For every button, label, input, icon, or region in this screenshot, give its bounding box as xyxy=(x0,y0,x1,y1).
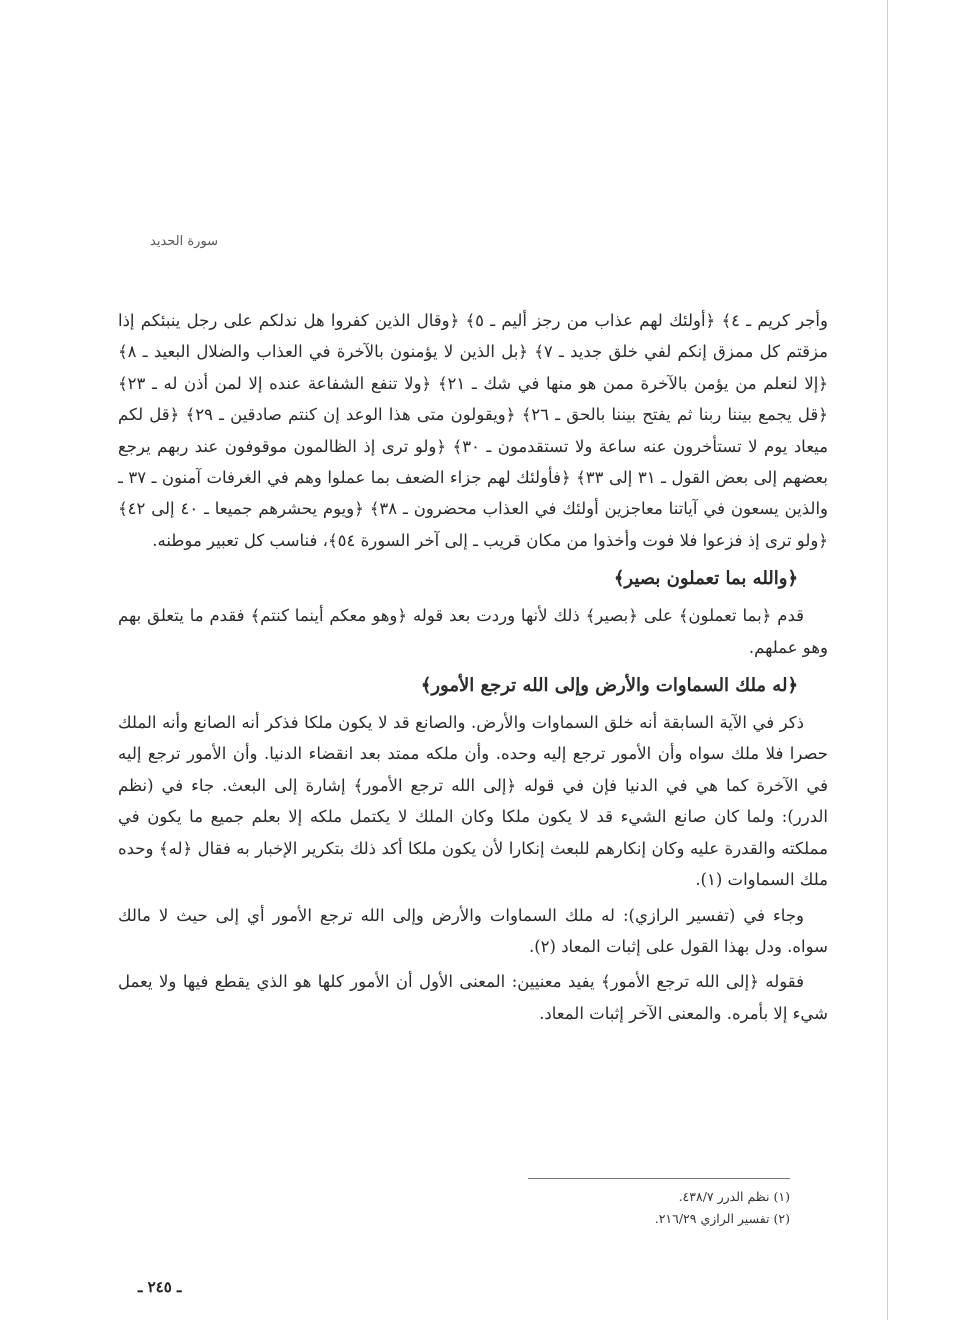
footnote-divider xyxy=(528,1178,790,1179)
paragraph-1: قدم ﴿بما تعملون﴾ على ﴿بصير﴾ ذلك لأنها وردت بعد قوله ﴿وهو معكم أينما كنتم﴾ فقدم ما يتعلق بهم وهو عملهم. xyxy=(118,606,828,657)
paragraph-4: فقوله ﴿إلى الله ترجع الأمور﴾ يفيد معنيين: المعنى الأول أن الأمور كلها هو الذي يقطع فيها ولا يعمل شيء إلا بأمره. والمعنى الآخر إثبات المعاد. xyxy=(118,972,828,1023)
page-edge-line xyxy=(887,0,888,1320)
paragraph-verses: وأجر كريم ـ ٤﴾ ﴿أولئك لهم عذاب من رجز أليم ـ ٥﴾ ﴿وقال الذين كفروا هل ندلكم على رجل ينبئكم إذا مزقتم كل ممزق إنكم لفي خلق جديد ـ ٧﴾ ﴿بل الذين لا يؤمنون بالآخرة في العذاب والضلال البعيد ـ ٨﴾ ﴿إلا لنعلم من يؤمن بالآخرة ممن هو منها في شك ـ ٢١﴾ ﴿ولا تنفع الشفاعة عنده إلا لمن أذن له ـ ٢٣﴾ ﴿قل يجمع بيننا ربنا ثم يفتح بيننا بالحق ـ ٢٦﴾ ﴿ويقولون متى هذا الوعد إن كنتم صادقين ـ ٢٩﴾ ﴿قل لكم ميعاد يوم لا تستأخرون عنه ساعة ولا تستقدمون ـ ٣٠﴾ ﴿ولو ترى إذ الظالمون موقوفون عند ربهم يرجع بعضهم إلى بعض القول ـ ٣١ إلى ٣٣﴾ ﴿فأولئك لهم جزاء الضعف بما عملوا وهم في الغرفات آمنون ـ ٣٧ ـ والذين يسعون في آياتنا معاجزين أولئك في العذاب محضرون ـ ٣٨﴾ ﴿ويوم يحشرهم جميعا ـ ٤٠ إلى ٤٢﴾ ﴿ولو ترى إذ فزعوا فلا فوت وأخذوا من مكان قريب ـ إلى آخر السورة ٥٤﴾، فناسب كل تعبير موطنه. xyxy=(118,311,828,550)
footnote-2: (٢) تفسير الرازي ٢١٦/٢٩. xyxy=(654,1211,790,1226)
running-header: سورة الحديد xyxy=(150,234,219,249)
footnotes xyxy=(500,1186,790,1230)
section-heading-1: ﴿والله بما تعملون بصير﴾ xyxy=(613,568,798,590)
paragraph-3: وجاء في (تفسير الرازي): له ملك السماوات والأرض وإلى الله ترجع الأمور أي إلى حيث لا مالك سواه. ودل بهذا القول على إثبات المعاد (٢). xyxy=(118,905,828,956)
page-number: ـ ٢٤٥ ـ xyxy=(138,1278,182,1296)
paragraph-2: ذكر في الآية السابقة أنه خلق السماوات والأرض. والصانع قد لا يكون ملكا فذكر أنه الصانع وأنه الملك حصرا فلا ملك سواه وأن الأمور ترجع إليه وحده. وأن ملكه ممتد بعد انقضاء الدنيا. وأن الأمور ترجع إليه في الآخرة كما هي في الدنيا فإن في قوله ﴿إلى الله ترجع الأمور﴾ إشارة إلى البعث. جاء في (نظم الدرر): ولما كان صانع الشيء قد لا يكون ملكا وكان الملك لا يكتمل ملكه إلا بعلم جميع ما يكون في مملكته والقدرة عليه وكان إنكارهم للبعث إنكارا لأن يكون ملكا أكد ذلك بتكرير الإخبار به فقال ﴿له﴾ وحده ملك السماوات (١). xyxy=(118,713,828,890)
section-heading-2: ﴿له ملك السماوات والأرض وإلى الله ترجع الأمور﴾ xyxy=(420,675,798,697)
footnote-1: (١) نظم الدرر ٤٣٨/٧. xyxy=(678,1189,790,1204)
main-text xyxy=(118,305,828,1033)
